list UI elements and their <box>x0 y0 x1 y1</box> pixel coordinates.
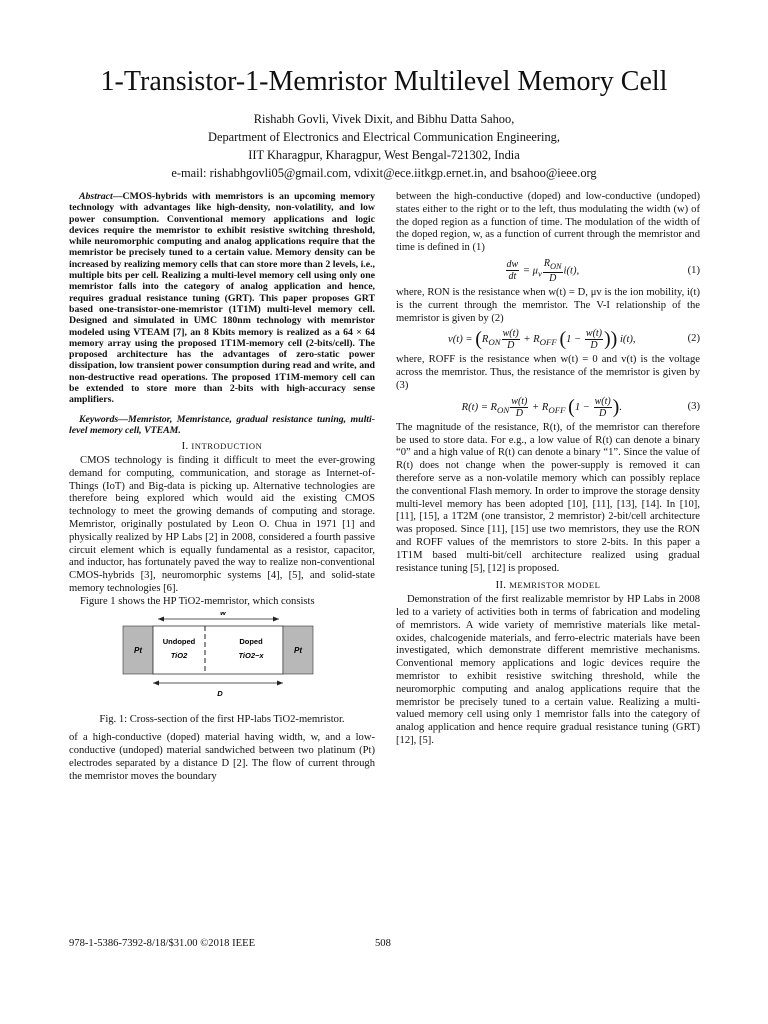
undoped-label: Undoped <box>162 636 196 646</box>
section-heading-introduction <box>69 440 375 454</box>
abstract <box>69 191 375 406</box>
footer-isbn: 978-1-5386-7392-8/18/$31.00 ©2018 IEEE <box>69 938 256 949</box>
right-paragraph-3: where, ROFF is the resistance when w(t) = 0 and v(t) is the voltage across the memristor. Thus, the resistance of the memristor is given by (3) <box>396 354 700 391</box>
w-arrow-right <box>273 616 279 621</box>
intro-paragraph-1: CMOS technology is finding it difficult to meet the ever-growing demand for computing, communication, and storage as Internet-of-Things (IoT) and Big-data is picking up. Alternative technologies are therefore being explored which would aid the existing CMOS technology to meet the growing demands of computing and storage. Memristor, originally postulated by Leon O. Chua in 1971 [1] and physically realized by HP Labs [2] in 2008, considered a fourth passive circuit element which is equally fundamental as a resistor, capacitor, and inductor, has fortunately paved the way to realize non-conventional CMOS-hybrids [3], neuromorphic systems [4], [5], and solid-state memory technologies [6]. <box>69 455 375 594</box>
right-paragraph-1: between the high-conductive (doped) and low-conductive (undoped) states either to the right or to the left, thus modulating the width (w) of the doped region as a function of time. The modulation of the width of the doped region, w, as a function of current through the memristor and time is defined in (1) <box>396 191 700 254</box>
left-column-final-paragraph: of a high-conductive (doped) material having width, w, and a low-conductive (undoped) material sandwiched between two platinum (Pt) electrodes separated by a distance D [2]. The flow of current through the memristor moves the boundary <box>69 732 375 782</box>
equation-2 <box>396 328 700 351</box>
author-names: Rishabh Govli, Vivek Dixit, and Bibhu Datta Sahoo, <box>253 112 515 126</box>
section-heading-memristor-model <box>396 579 700 593</box>
w-label: w <box>220 611 226 617</box>
section-title: MEMRISTOR MODEL <box>509 580 601 591</box>
intro-paragraph-2: Figure 1 shows the HP TiO2-memristor, which consists <box>80 595 315 607</box>
doped-label: Doped <box>239 636 263 646</box>
undoped-material: TiO2 <box>170 650 188 660</box>
right-column <box>396 191 700 748</box>
d-label: D <box>217 688 223 698</box>
abstract-text: —CMOS-hybrids with memristors is an upcoming memory technology with advantages like high-density, non-volatility, and low power consumption. Conventional memory applications and logic devices require the memristor to exhibit resistive switching threshold, while neuromorphic computing and analog applications require that the memristor be precisely tuned to a certain value. Memory density can be increased by realizing memory cells that can store more than 2 levels, i.e., multiple bits per cell. Realizing a multi-level memory cell using only one memristor falls into the category of analog application and hence, requires gradual resistance tuning (GRT). This paper proposes GRT based one-transistor-one-memristor (1T1M) multi-level memory cell. Designed and simulated in UMC 180nm technology with memristor modeled using VTEAM [7], an 8 Kbits memory is realized as a 64 × 64 memory array using the proposed 1T1M-memory cell (2-bits/cell). The proposed architecture has the advantages of zero-static power dissipation, low transient power consumption during read and write, and non-destructive read operations. The proposed 1T1M-memory cell can be extended to store more than 2-bits with high-accuracy sense amplifiers. <box>69 191 375 406</box>
figure-1-memristor-cross-section <box>69 612 375 710</box>
author-block <box>0 110 768 182</box>
d-arrow-left <box>153 680 159 685</box>
equation-3-math: $R(t) = R_{ON}$ $\frac{w(t)}{D}$ + $R_{OFF}$ (1 − $\frac{w(t)}{D}$ ). <box>461 395 622 419</box>
section-number: II. <box>495 580 507 592</box>
d-arrow-right <box>277 680 283 685</box>
equation-1 <box>396 258 700 284</box>
affiliation-department: Department of Electronics and Electrical Communication Engineering, <box>208 130 560 144</box>
left-column <box>69 191 375 784</box>
section-title: INTRODUCTION <box>191 441 263 452</box>
pt-right-label: Pt <box>294 645 302 655</box>
right-paragraph-4: The magnitude of the resistance, R(t), of the memristor can therefore be used to store data. For e.g., a low value of R(t) can denote a binary “0” and a high value of R(t) can denote a binary “1”. Since the value of R(t) does not change when the power-supply is removed it can therefore serve as a non-volatile memory which can possibly replace the conventional Flash memory. In order to improve the storage density multi-level memory has been adopted [10], [11], [13], [14]. In [10], [11], [15], a 1T2M (one transistor, 2 memristor) 2-bit/cell architecture was proposed. Since [11], [15] use two memristors, they use the RON and ROFF values of the memristors to store 2-bits. In this paper a 1T1M based multi-bit/cell architecture realized using gradual resistance tuning [5], [12] is proposed. <box>396 421 700 574</box>
equation-3 <box>396 396 700 419</box>
model-paragraph-1: Demonstration of the first realizable memristor by HP Labs in 2008 led to a variety of activities both in terms of fabrication and modeling of memristors. A wide variety of memristive materials like metal-oxides, chalcogenide materials, and ferro-electric materials have been investigated, which demonstrate different memristive mechanisms. Conventional memory applications and logic devices require the memristor to exhibit resistive switching threshold, while the neuromorphic computing and analog applications require that the memristor be precisely tuned to a certain value. Realizing a multi-valued memory cell using only 1 memristor falls into the category of analog application and hence require gradual resistance tuning (GRT) [12], [5]. <box>396 594 700 746</box>
affiliation-address: IIT Kharagpur, Kharagpur, West Bengal-721302, India <box>248 148 520 162</box>
keywords: Keywords—Memristor, Memristance, gradual resistance tuning, multi-level memory cell, VTEAM. <box>69 413 375 436</box>
tio2-body <box>153 626 283 674</box>
figure-1-caption: Fig. 1: Cross-section of the first HP-labs TiO2-memristor. <box>99 713 345 725</box>
abstract-label: Abstract <box>79 191 113 202</box>
pt-left-label: Pt <box>134 645 142 655</box>
w-arrow-left <box>158 616 164 621</box>
equation-2-number: (2) <box>687 333 700 345</box>
equation-3-number: (3) <box>687 400 700 412</box>
right-paragraph-2: where, RON is the resistance when w(t) = D, μv is the ion mobility, i(t) is the current through the memristor. The V-I relationship of the memristor is given by (2) <box>396 286 700 324</box>
memristor-diagram <box>69 612 375 710</box>
doped-material: TiO2−x <box>238 650 264 660</box>
equation-2-math: $v(t) = (R_{ON}$ $\frac{w(t)}{D}$ + $R_{OFF}$ (1 − $\frac{w(t)}{D}$ )) i(t), <box>448 328 636 352</box>
author-emails: e-mail: rishabhgovli05@gmail.com, vdixit@ece.iitkgp.ernet.in, and bsahoo@ieee.org <box>171 166 597 180</box>
equation-1-math: $\frac{dw}{dt}$ = $\mu_v$ $\frac{R_{ON}}{D}$ i(t), <box>506 257 580 284</box>
page-number: 508 <box>375 938 391 949</box>
section-number: I. <box>181 441 189 453</box>
paper-title: 1-Transistor-1-Memristor Multilevel Memory Cell <box>100 66 668 97</box>
equation-1-number: (1) <box>687 264 700 276</box>
